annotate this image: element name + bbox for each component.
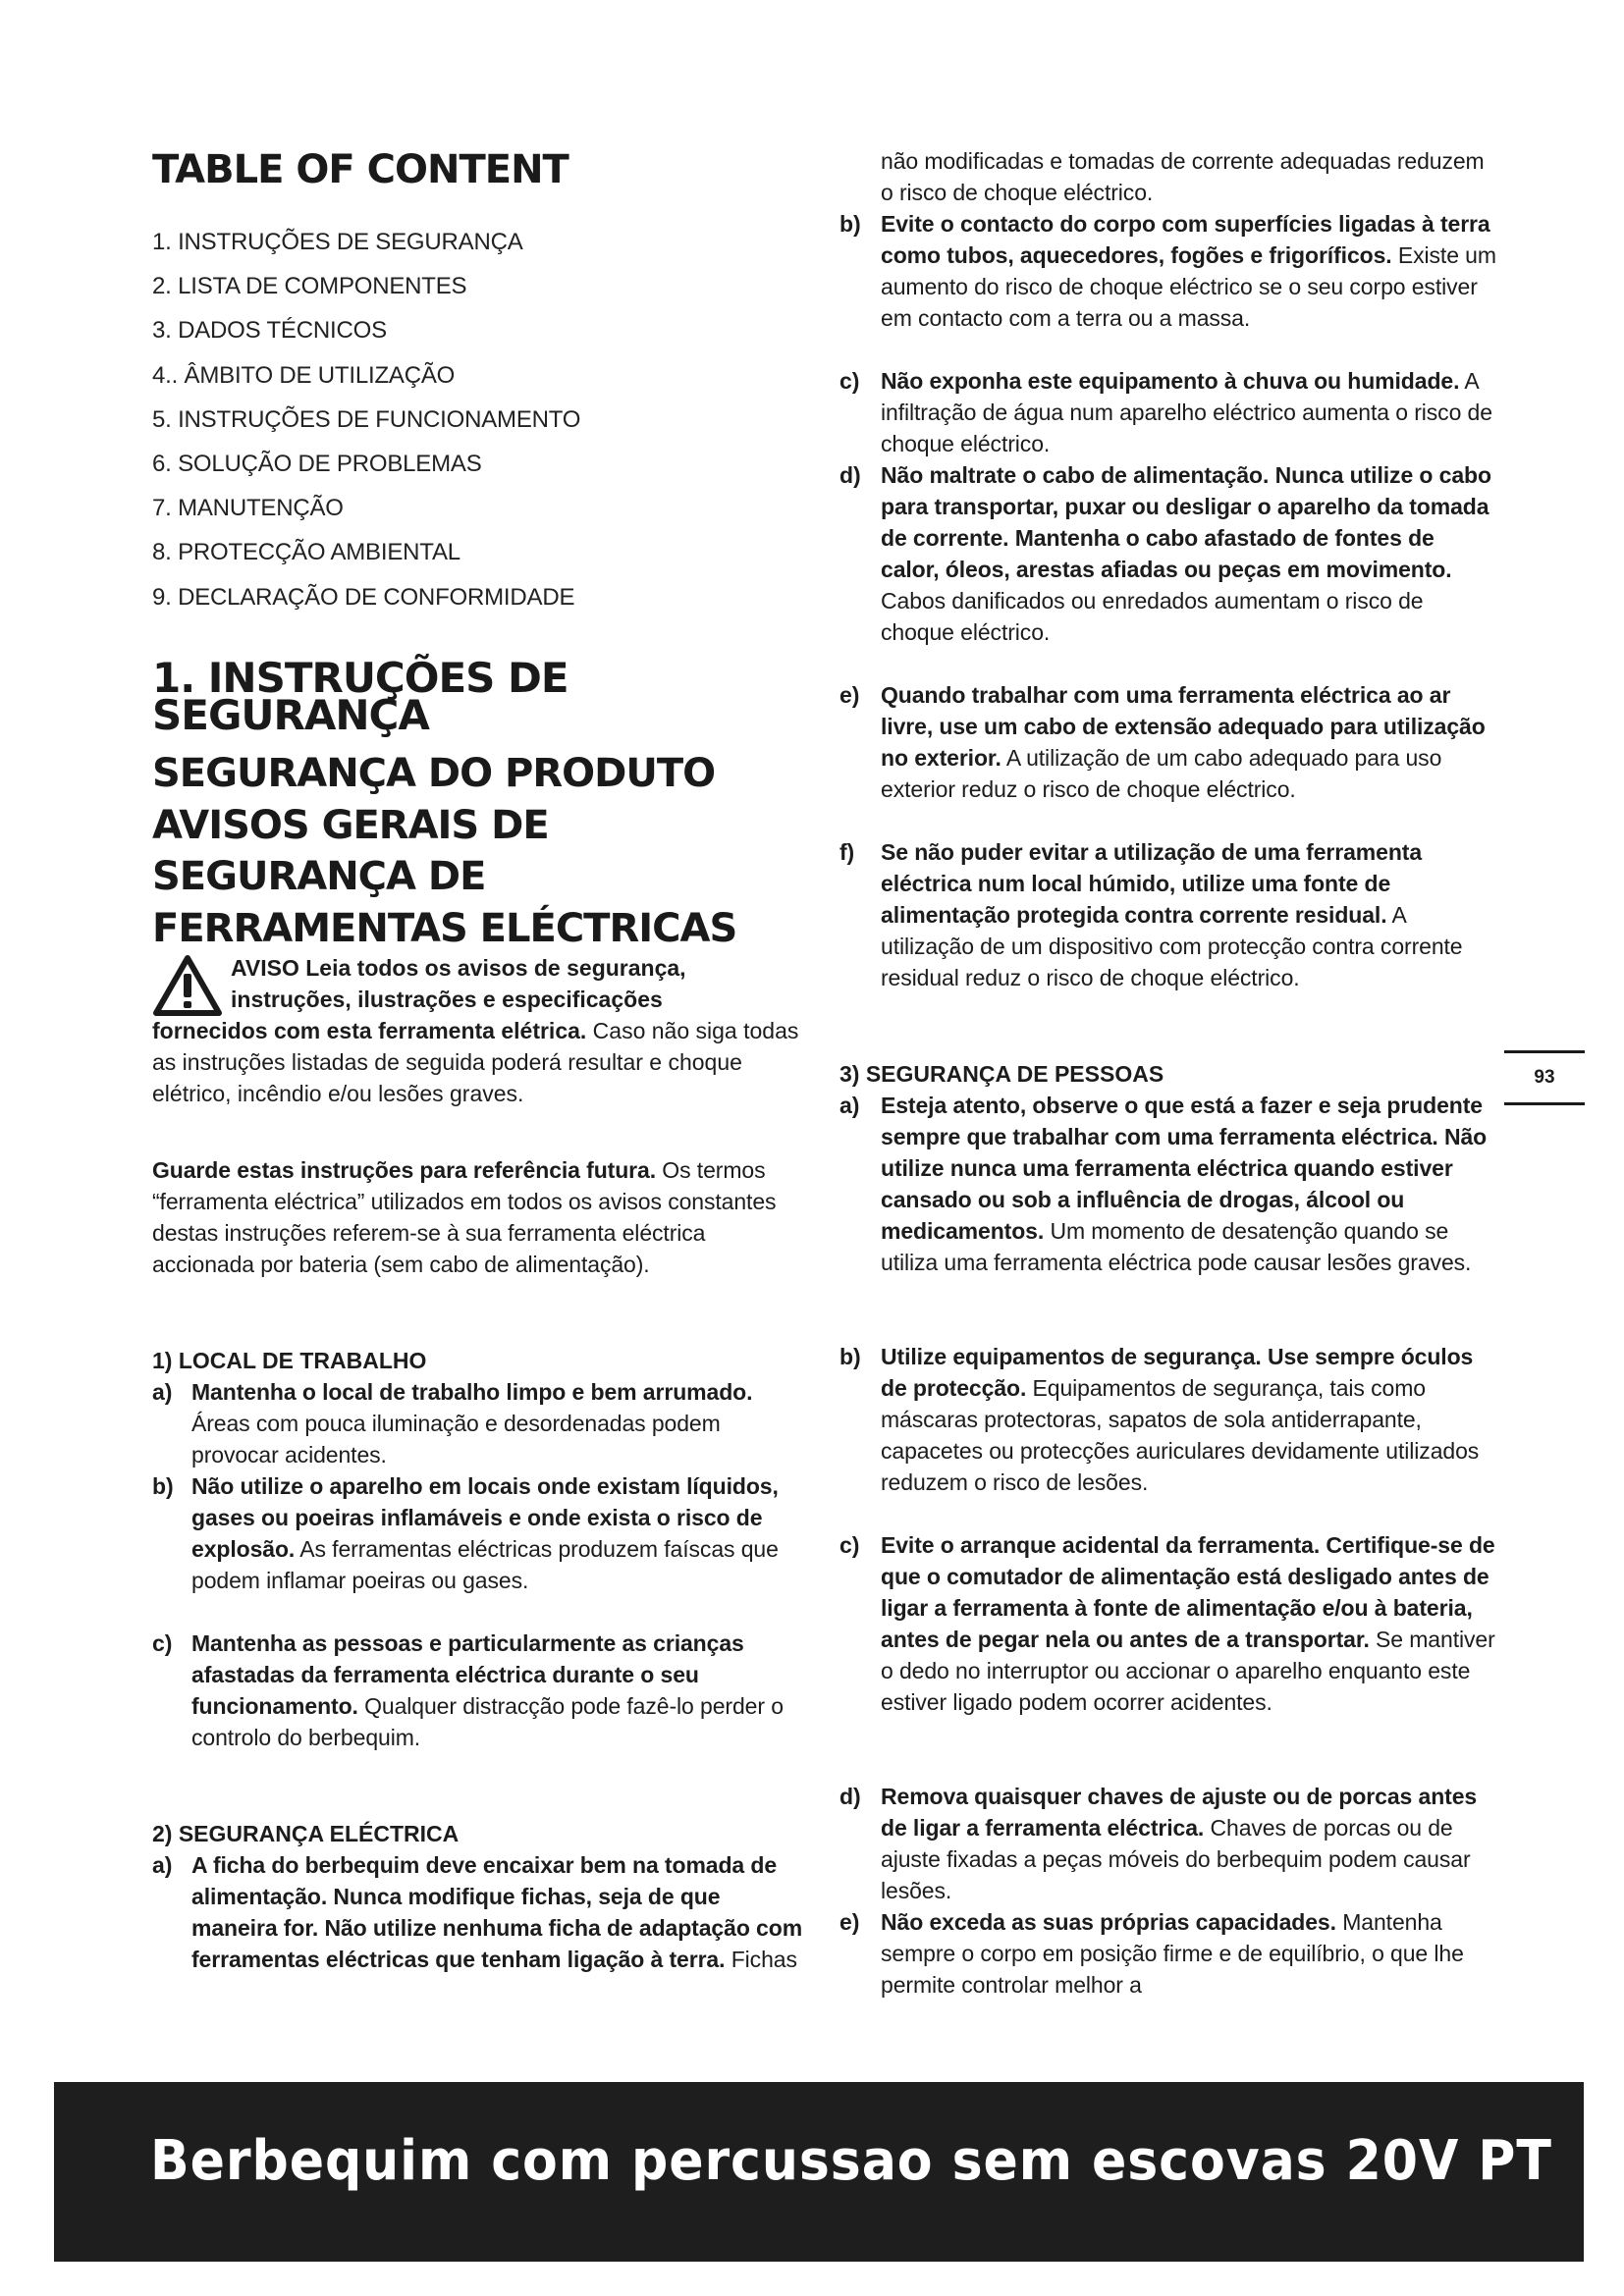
personal-item-b (839, 1341, 1497, 1498)
toc-item: 5. INSTRUÇÕES DE FUNCIONAMENTO (152, 405, 581, 433)
item-label: b) (839, 211, 861, 237)
item-bold: Esteja atento, observe o que está a fazer e seja prudente sempre que trabalhar com uma ferramenta eléctrica. Não utilize nunca uma ferramenta eléctrica quando estiver cansado ou sob a influência de drogas, álcool ou medicamentos. (881, 1093, 1488, 1244)
warning-text (152, 952, 805, 1109)
item-text (839, 208, 1497, 334)
product-safety-heading (152, 748, 736, 954)
item-body: A infiltração de água num aparelho eléctrico aumenta o risco de choque eléctrico. (881, 368, 1492, 456)
footer-bar (54, 2082, 1584, 2262)
item-body: não modificadas e tomadas de corrente adequadas reduzem o risco de choque eléctrico. (881, 148, 1485, 205)
item-label: c) (839, 1532, 860, 1558)
item-body: A utilização de um dispositivo com protecção contra corrente residual reduz o risco de choque eléctrico. (881, 902, 1463, 990)
product-heading-line: SEGURANÇA DO PRODUTO (152, 751, 716, 796)
toc-item: 3. DADOS TÉCNICOS (152, 317, 387, 345)
warning-bold: AVISO Leia todos os avisos de segurança, (231, 955, 686, 981)
electrical-item-b (839, 208, 1497, 334)
item-label: c) (152, 1630, 173, 1656)
personal-item-c (839, 1529, 1497, 1718)
item-label: d) (839, 462, 861, 488)
item-bold: Se não puder evitar a utilização de uma ferramenta eléctrica num local húmido, utilize uma fonte de alimentação protegida contra corrente residual. (881, 839, 1423, 928)
item-body: Qualquer distracção pode fazê-lo perder o controlo do berbequim. (191, 1693, 784, 1750)
item-text (839, 1090, 1497, 1278)
item-label: d) (839, 1784, 861, 1809)
toc-item: 4.. ÂMBITO DE UTILIZAÇÃO (152, 361, 456, 389)
item-bold: Evite o contacto do corpo com superfícies ligadas à terra como tubos, aquecedores, fogões e frigoríficos. (881, 211, 1490, 268)
electrical-item-d (839, 459, 1497, 648)
item-text (152, 1376, 805, 1470)
page-number-rule (1504, 1102, 1585, 1105)
personal-safety-heading: 3) SEGURANÇA DE PESSOAS (839, 1061, 1164, 1087)
item-body: As ferramentas eléctricas produzem faíscas que podem inflamar poeiras ou gases. (191, 1536, 779, 1593)
toc-item: 6. SOLUÇÃO DE PROBLEMAS (152, 451, 482, 478)
item-text (839, 1906, 1497, 2001)
item-text (839, 1781, 1497, 1906)
item-label: f) (839, 839, 855, 865)
product-heading-line: AVISOS GERAIS DE (152, 802, 549, 848)
item-bold: Não utilize o aparelho em locais onde existam líquidos, gases ou poeiras inflamáveis e onde exista o risco de explosão. (191, 1473, 779, 1562)
keep-instructions-paragraph (152, 1154, 805, 1280)
electrical-item-a-continued (839, 145, 1497, 208)
toc-item: 8. PROTECÇÃO AMBIENTAL (152, 539, 460, 566)
item-label: c) (839, 368, 860, 394)
footer-title: Berbequim com percussao sem escovas 20V PT (150, 2129, 1552, 2193)
work-area-item-c (152, 1628, 805, 1753)
item-bold: Mantenha o local de trabalho limpo e bem arrumado. (191, 1379, 753, 1405)
personal-item-a (839, 1090, 1497, 1278)
item-bold: Quando trabalhar com uma ferramenta eléctrica ao ar livre, use um cabo de extensão adequado para utilização no exterior. (881, 682, 1486, 771)
item-text (839, 836, 1497, 993)
section-heading-line: SEGURANÇA (152, 691, 429, 739)
toc-list (152, 220, 580, 619)
item-bold: Não maltrate o cabo de alimentação. Nunca utilize o cabo para transportar, puxar ou desligar o aparelho da tomada de corrente. Mantenha o cabo afastado de fontes de calor, óleos, arestas afiadas ou peças em movimento. (881, 462, 1491, 582)
item-body: Equipamentos de segurança, tais como máscaras protectoras, sapatos de sola antiderrapante, capacetes ou protecções auriculares devidamente utilizados reduzem o risco de lesões. (881, 1375, 1480, 1495)
personal-item-d (839, 1781, 1497, 1906)
item-body: Um momento de desatenção quando se utiliza uma ferramenta eléctrica pode causar lesões graves. (881, 1218, 1472, 1275)
item-label: b) (839, 1344, 861, 1369)
item-label: e) (839, 1909, 860, 1935)
item-text (839, 1529, 1497, 1718)
section-heading-line: 1. INSTRUÇÕES DE (152, 654, 568, 702)
work-area-heading: 1) LOCAL DE TRABALHO (152, 1348, 427, 1373)
item-body: Áreas com pouca iluminação e desordenadas podem provocar acidentes. (191, 1411, 721, 1468)
warning-triangle-icon (152, 954, 223, 1017)
warning-bold: fornecidos com esta ferramenta elétrica. (152, 1018, 587, 1043)
item-bold: A ficha do berbequim deve encaixar bem na tomada de alimentação. Nunca modifique fichas, seja de que maneira for. Não utilize nenhuma ficha de adaptação com ferramentas eléctricas que tenham ligação à terra. (191, 1852, 803, 1972)
item-label: a) (152, 1852, 173, 1878)
electrical-safety-heading: 2) SEGURANÇA ELÉCTRICA (152, 1821, 460, 1846)
item-text (839, 1341, 1497, 1498)
toc-title: TABLE OF CONTENT (152, 147, 568, 192)
item-body: Existe um aumento do risco de choque eléctrico se o seu corpo estiver em contacto com a terra ou a massa. (881, 242, 1496, 331)
item-label: b) (152, 1473, 174, 1499)
item-body: Fichas (725, 1947, 797, 1972)
item-label: e) (839, 682, 860, 708)
item-body: Chaves de porcas ou de ajuste fixadas a peças móveis do berbequim podem causar lesões. (881, 1815, 1471, 1903)
item-bold: Não exceda as suas próprias capacidades. (881, 1909, 1336, 1935)
warning-block (152, 952, 805, 1109)
item-body: Se mantiver o dedo no interruptor ou accionar o aparelho enquanto este estiver ligado podem ocorrer acidentes. (881, 1627, 1495, 1715)
product-heading-line: SEGURANÇA DE (152, 854, 486, 899)
item-text (152, 1470, 805, 1596)
electrical-item-c (839, 365, 1497, 459)
item-bold: Remova quaisquer chaves de ajuste ou de porcas antes de ligar a ferramenta eléctrica. (881, 1784, 1478, 1841)
electrical-item-f (839, 836, 1497, 993)
item-text (839, 459, 1497, 648)
work-area-item-b (152, 1470, 805, 1596)
item-body: Cabos danificados ou enredados aumentam o risco de choque eléctrico. (881, 588, 1424, 645)
item-bold: Utilize equipamentos de segurança. Use sempre óculos de protecção. (881, 1344, 1474, 1401)
item-bold: Não exponha este equipamento à chuva ou humidade. (881, 368, 1460, 394)
toc-item: 1. INSTRUÇÕES DE SEGURANÇA (152, 229, 523, 255)
item-bold: Mantenha as pessoas e particularmente as crianças afastadas da ferramenta eléctrica durante o seu funcionamento. (191, 1630, 744, 1719)
warning-body: Caso não siga todas as instruções listadas de seguida poderá resultar e choque elétrico, incêndio e/ou lesões graves. (152, 1018, 799, 1106)
keep-bold: Guarde estas instruções para referência futura. (152, 1157, 657, 1183)
item-bold: Evite o arranque acidental da ferramenta. Certifique-se de que o comutador de alimentação está desligado antes de ligar a ferramenta à fonte de alimentação e/ou à bateria, antes de pegar nela ou antes de a transportar. (881, 1532, 1495, 1652)
item-text (839, 679, 1497, 805)
product-heading-line: FERRAMENTAS ELÉCTRICAS (152, 905, 737, 951)
electrical-item-e (839, 679, 1497, 805)
personal-item-e (839, 1906, 1497, 2001)
work-area-item-a (152, 1376, 805, 1470)
item-text (839, 365, 1497, 459)
toc-item: 7. MANUTENÇÃO (152, 495, 344, 522)
electrical-item-a (152, 1849, 805, 1975)
warning-bold: instruções, ilustrações e especificações (231, 987, 663, 1012)
item-label: a) (839, 1093, 860, 1118)
item-text (152, 1849, 805, 1975)
item-body: A utilização de um cabo adequado para uso exterior reduz o risco de choque eléctrico. (881, 745, 1442, 802)
item-label: a) (152, 1379, 173, 1405)
item-body: Mantenha sempre o corpo em posição firme e de equilíbrio, o que lhe permite controlar melhor a (881, 1909, 1464, 1998)
toc-item: 9. DECLARAÇÃO DE CONFORMIDADE (152, 583, 575, 611)
section-heading (152, 654, 568, 739)
item-text (152, 1628, 805, 1753)
page-number-marker (1504, 1050, 1585, 1105)
keep-body: Os termos “ferramenta eléctrica” utilizados em todos os avisos constantes destas instruções referem-se à sua ferramenta eléctrica accionada por bateria (sem cabo de alimentação). (152, 1157, 777, 1277)
page-number: 93 (1534, 1067, 1555, 1088)
toc-item: 2. LISTA DE COMPONENTES (152, 273, 467, 300)
